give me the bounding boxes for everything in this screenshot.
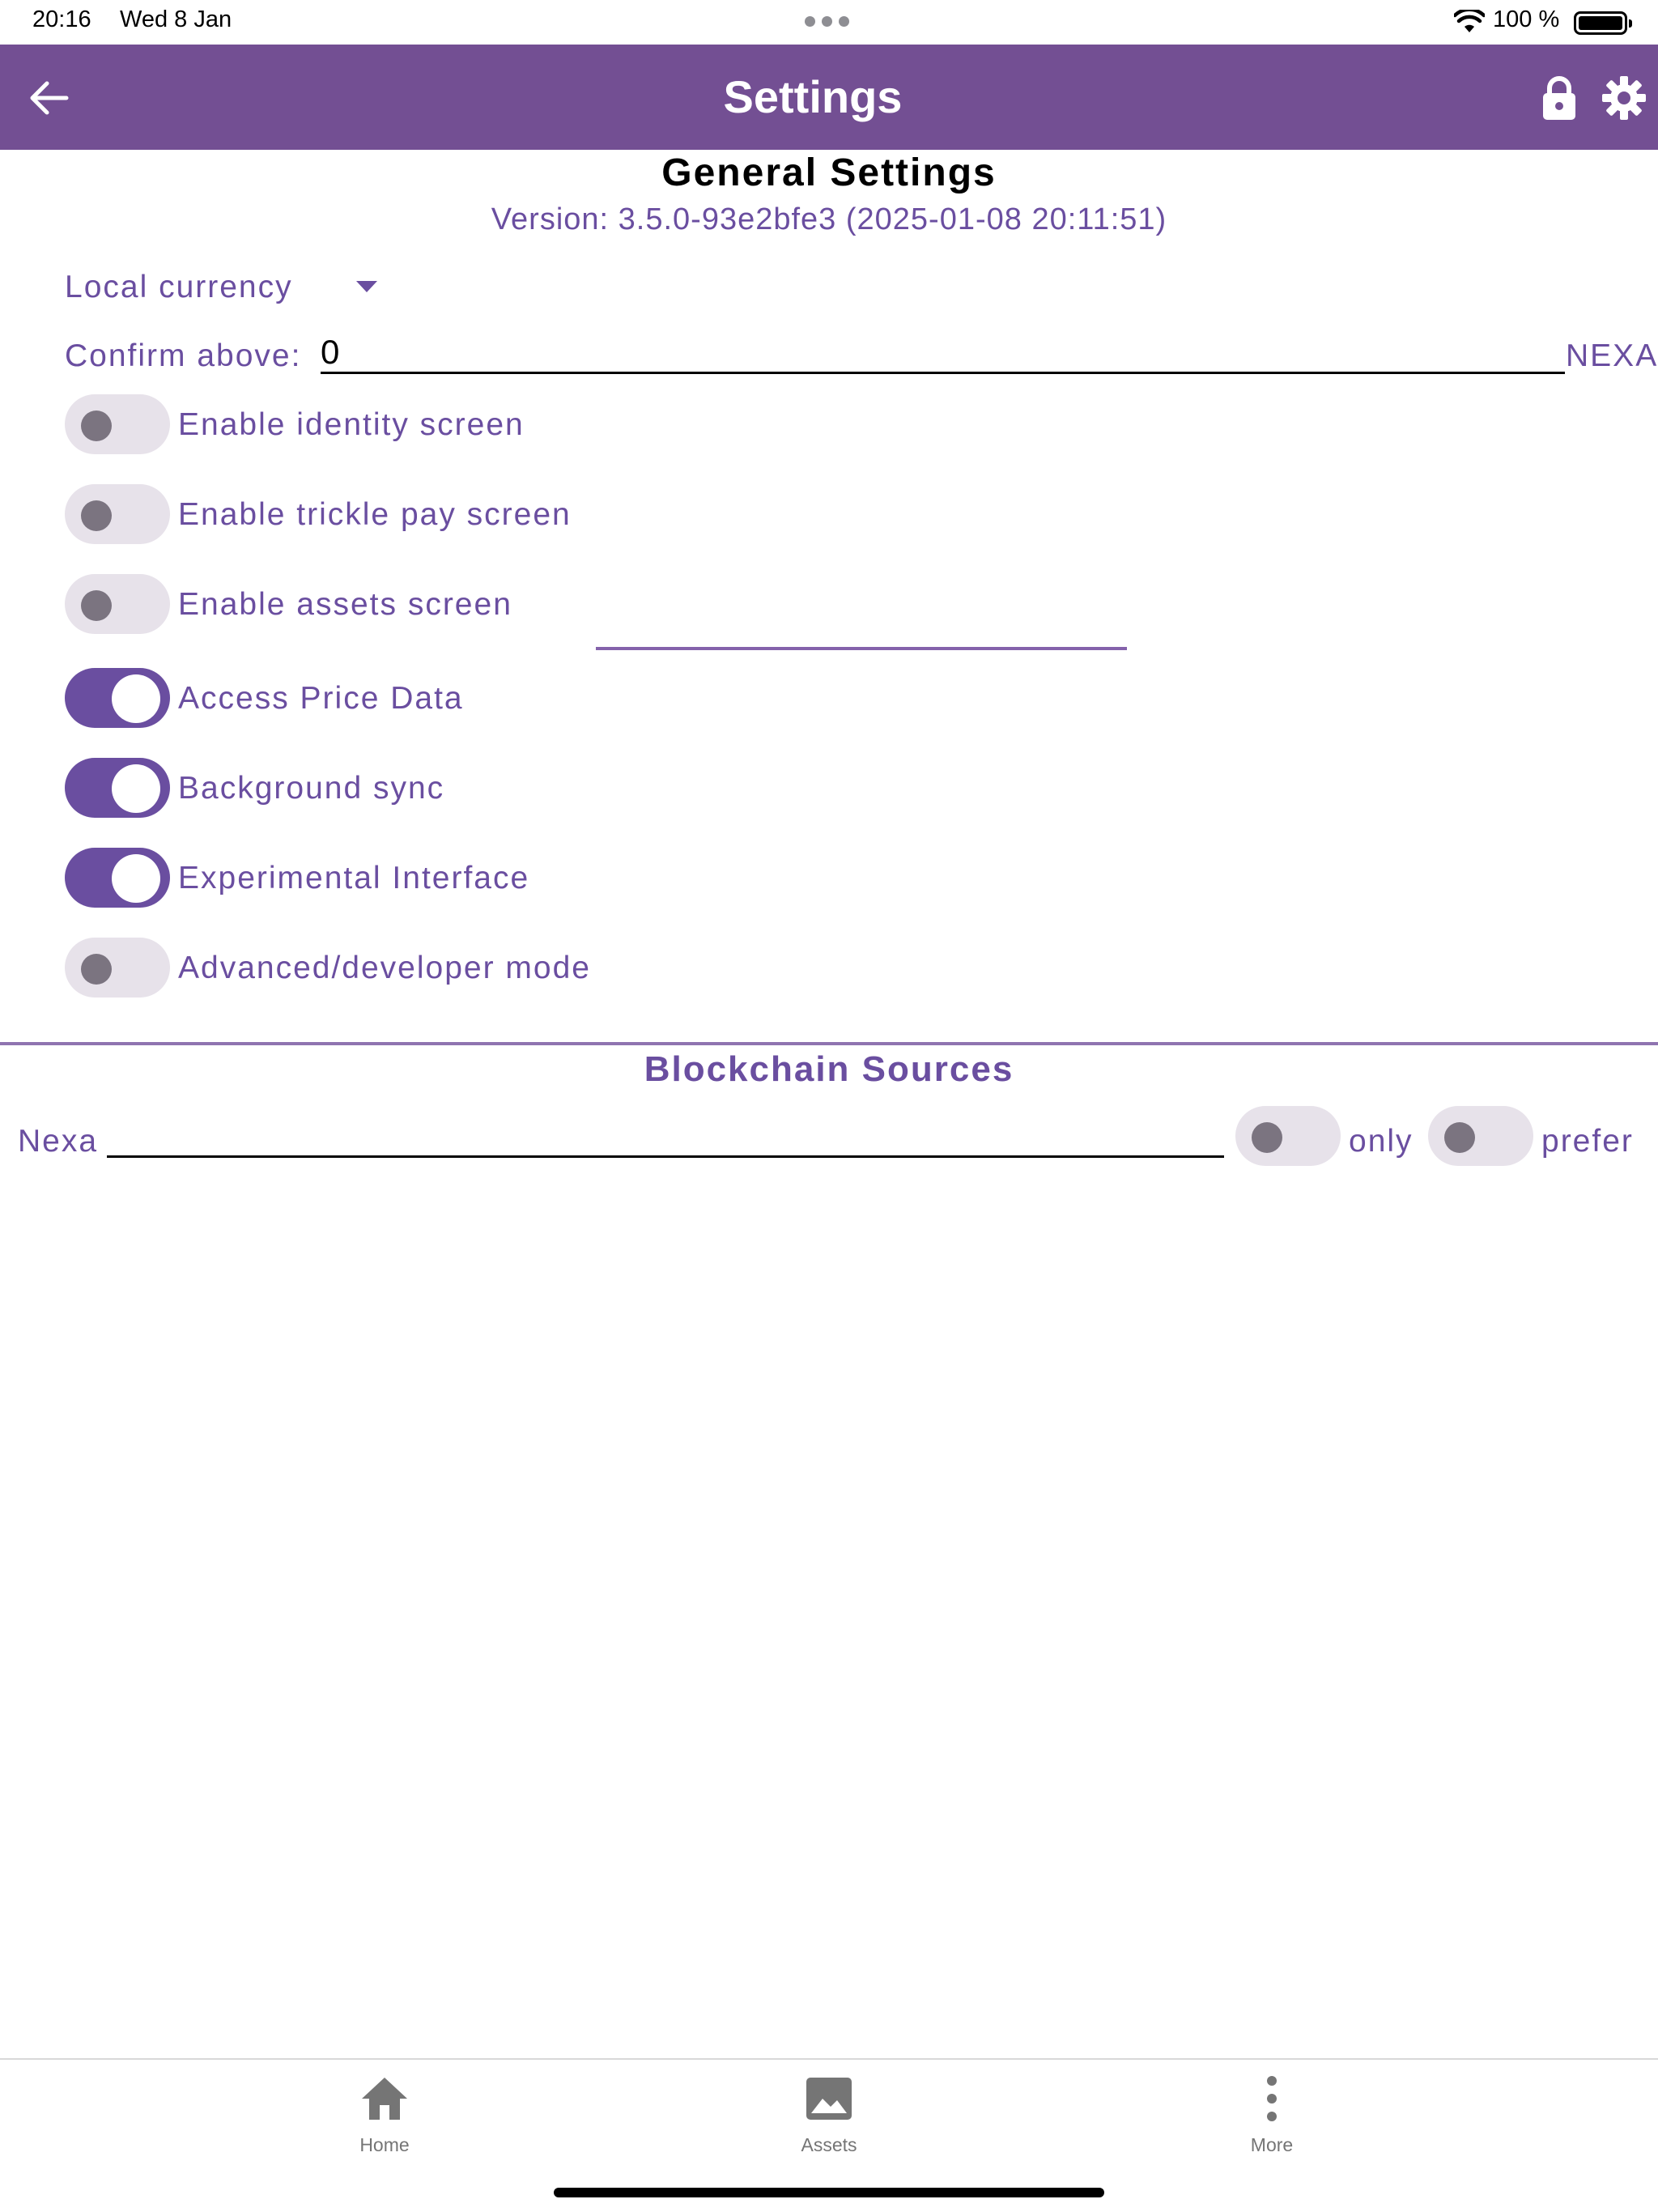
settings-button[interactable] bbox=[1600, 74, 1648, 122]
status-bar bbox=[0, 0, 1658, 45]
home-indicator[interactable] bbox=[554, 2188, 1104, 2197]
chain-label: Nexa bbox=[18, 1124, 99, 1159]
toggle-row-developer-mode bbox=[65, 938, 874, 999]
home-icon bbox=[359, 2074, 410, 2123]
developer-mode-switch[interactable] bbox=[65, 938, 170, 998]
blockchain-source-input[interactable] bbox=[107, 1116, 1224, 1158]
lock-button[interactable] bbox=[1535, 74, 1584, 122]
toggle-label: Enable assets screen bbox=[178, 587, 512, 622]
version-text: Version: 3.5.0-93e2bfe3 (2025-01-08 20:11:51) bbox=[491, 202, 1167, 236]
confirm-above-input[interactable] bbox=[321, 332, 1565, 374]
nav-assets[interactable] bbox=[748, 2074, 910, 2180]
nav-label: Home bbox=[359, 2134, 410, 2155]
toggle-label: Enable identity screen bbox=[178, 407, 525, 442]
assets-input-underline[interactable] bbox=[596, 647, 1127, 650]
nav-label: More bbox=[1250, 2134, 1294, 2155]
toggle-label: Enable trickle pay screen bbox=[178, 497, 572, 532]
experimental-interface-switch[interactable] bbox=[65, 848, 170, 908]
image-icon bbox=[803, 2074, 855, 2123]
toggle-row-assets bbox=[65, 574, 874, 636]
battery-icon bbox=[1574, 11, 1627, 35]
status-date: Wed 8 Jan bbox=[120, 6, 232, 32]
trickle-pay-screen-switch[interactable] bbox=[65, 484, 170, 544]
confirm-unit-label: NEXA bbox=[1566, 338, 1658, 373]
page-title: Settings bbox=[723, 71, 903, 122]
confirm-above-label: Confirm above: bbox=[65, 338, 302, 373]
toggle-label: Background sync bbox=[178, 771, 445, 806]
toggle-label: Advanced/developer mode bbox=[178, 951, 591, 985]
toggle-label: Access Price Data bbox=[178, 681, 464, 716]
background-sync-switch[interactable] bbox=[65, 758, 170, 818]
toggle-row-identity bbox=[65, 394, 874, 456]
blockchain-sources-title: Blockchain Sources bbox=[644, 1049, 1014, 1089]
toggle-row-experimental bbox=[65, 848, 874, 909]
general-settings-title: General Settings bbox=[661, 151, 997, 194]
toggle-row-background-sync bbox=[65, 758, 874, 819]
nav-label: Assets bbox=[801, 2134, 857, 2155]
multitasking-dots-icon[interactable] bbox=[805, 16, 853, 28]
prefer-switch[interactable] bbox=[1428, 1106, 1533, 1166]
status-time: 20:16 bbox=[32, 6, 91, 32]
identity-screen-switch[interactable] bbox=[65, 394, 170, 454]
toggle-row-trickle-pay bbox=[65, 484, 874, 546]
nav-home[interactable] bbox=[304, 2074, 466, 2180]
lock-icon bbox=[1535, 74, 1584, 122]
nav-more[interactable] bbox=[1191, 2074, 1353, 2180]
dropdown-arrow-icon[interactable] bbox=[356, 281, 377, 292]
only-label: only bbox=[1349, 1124, 1414, 1159]
app-bar bbox=[0, 45, 1658, 150]
gear-icon bbox=[1600, 74, 1648, 122]
prefer-label: prefer bbox=[1541, 1124, 1634, 1159]
only-switch[interactable] bbox=[1235, 1106, 1341, 1166]
local-currency-dropdown[interactable]: Local currency bbox=[65, 270, 293, 304]
more-vertical-icon bbox=[1246, 2074, 1298, 2123]
battery-percentage: 100 % bbox=[1493, 6, 1560, 32]
toggle-label: Experimental Interface bbox=[178, 861, 530, 895]
assets-screen-switch[interactable] bbox=[65, 574, 170, 634]
section-divider bbox=[0, 1042, 1658, 1045]
wifi-icon bbox=[1454, 10, 1485, 34]
toggle-row-price-data bbox=[65, 668, 874, 730]
access-price-data-switch[interactable] bbox=[65, 668, 170, 728]
